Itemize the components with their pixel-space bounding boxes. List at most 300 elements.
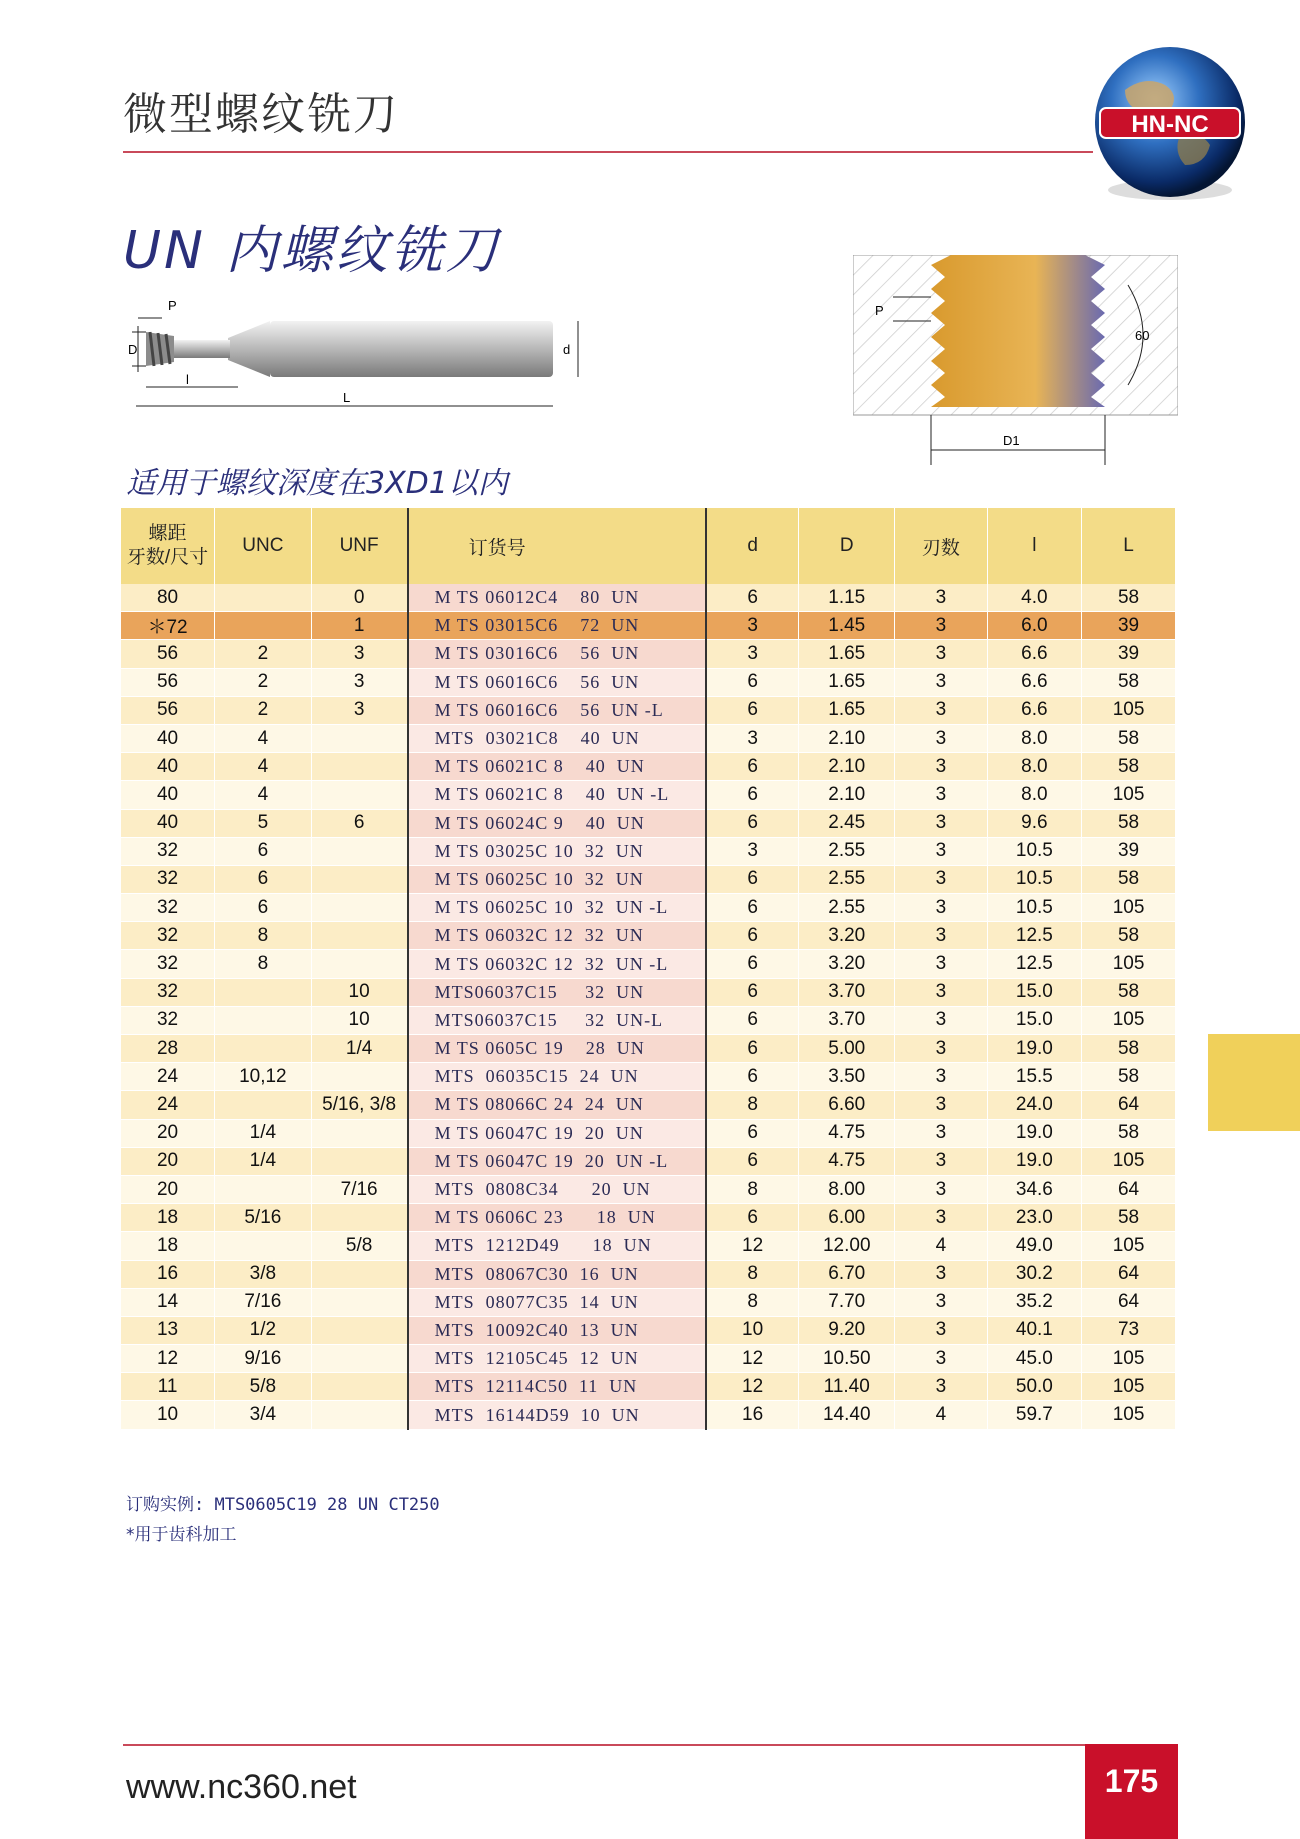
cell-order: MTS 1212D49 18 UN [408, 1232, 706, 1260]
cell-D: 1.65 [799, 668, 895, 696]
thread-angle-label: 60 [1135, 328, 1150, 343]
cell-L: 105 [1082, 1345, 1176, 1373]
table-row [121, 753, 1176, 781]
cell-unc: 8 [215, 922, 312, 950]
table-row [121, 1260, 1176, 1288]
cell-unc [215, 612, 312, 640]
cell-unf [311, 724, 407, 752]
cell-d: 3 [706, 612, 799, 640]
cell-order: MTS 16144D59 10 UN [408, 1401, 706, 1429]
tool-dimension-drawing [128, 296, 693, 421]
cell-unf: 3 [311, 640, 407, 668]
col-flutes: 刃数 [895, 508, 988, 584]
cell-d: 6 [706, 894, 799, 922]
table-row [121, 837, 1176, 865]
cell-flutes: 3 [895, 668, 988, 696]
cell-l: 10.5 [987, 865, 1081, 893]
cell-d: 6 [706, 1006, 799, 1034]
cell-order: M TS 06047C 19 20 UN [408, 1119, 706, 1147]
cell-flutes: 3 [895, 753, 988, 781]
cell-d: 6 [706, 922, 799, 950]
cell-order: M TS 03016C6 56 UN [408, 640, 706, 668]
cell-unf: 3 [311, 668, 407, 696]
cell-unf [311, 1316, 407, 1344]
cell-flutes: 3 [895, 1006, 988, 1034]
cell-D: 2.45 [799, 809, 895, 837]
cell-pitch: 10 [121, 1401, 215, 1429]
cell-unc: 5 [215, 809, 312, 837]
cell-unc: 5/8 [215, 1373, 312, 1401]
cell-unc: 4 [215, 753, 312, 781]
cell-flutes: 3 [895, 640, 988, 668]
table-row [121, 584, 1176, 612]
cell-d: 8 [706, 1175, 799, 1203]
table-row [121, 1288, 1176, 1316]
cell-d: 3 [706, 837, 799, 865]
cell-L: 58 [1082, 668, 1176, 696]
cell-L: 58 [1082, 809, 1176, 837]
cell-order: M TS 03015C6 72 UN [408, 612, 706, 640]
cell-D: 2.55 [799, 837, 895, 865]
cell-l: 10.5 [987, 837, 1081, 865]
cell-unf: 0 [311, 584, 407, 612]
dim-D-label: D [128, 342, 138, 357]
cell-flutes: 3 [895, 837, 988, 865]
thread-P-label: P [875, 303, 884, 318]
cell-flutes: 3 [895, 584, 988, 612]
footer-divider [123, 1744, 1093, 1746]
cell-l: 15.0 [987, 1006, 1081, 1034]
cell-unf [311, 1147, 407, 1175]
cell-unf: 6 [311, 809, 407, 837]
cell-l: 6.6 [987, 696, 1081, 724]
cell-D: 11.40 [799, 1373, 895, 1401]
table-row [121, 696, 1176, 724]
cell-order: MTS 10092C40 13 UN [408, 1316, 706, 1344]
cell-L: 58 [1082, 753, 1176, 781]
table-row [121, 894, 1176, 922]
table-row [121, 1373, 1176, 1401]
cell-l: 23.0 [987, 1204, 1081, 1232]
cell-flutes: 3 [895, 1345, 988, 1373]
cell-d: 6 [706, 1119, 799, 1147]
cell-D: 2.10 [799, 724, 895, 752]
col-l: l [987, 508, 1081, 584]
cell-l: 10.5 [987, 894, 1081, 922]
cell-pitch: 40 [121, 809, 215, 837]
cell-unf [311, 837, 407, 865]
cell-pitch: 56 [121, 668, 215, 696]
cell-unf [311, 1063, 407, 1091]
cell-d: 6 [706, 753, 799, 781]
cell-flutes: 3 [895, 1316, 988, 1344]
cell-D: 3.50 [799, 1063, 895, 1091]
cell-unc: 9/16 [215, 1345, 312, 1373]
cell-pitch: 56 [121, 640, 215, 668]
cell-order: M TS 06012C4 80 UN [408, 584, 706, 612]
footer-website-link[interactable]: www.nc360.net [126, 1768, 357, 1806]
cell-order: M TS 08066C 24 24 UN [408, 1091, 706, 1119]
thread-profile-drawing [853, 255, 1178, 465]
cell-d: 12 [706, 1232, 799, 1260]
cell-order: MTS06037C15 32 UN [408, 978, 706, 1006]
cell-d: 8 [706, 1288, 799, 1316]
cell-order: MTS 03021C8 40 UN [408, 724, 706, 752]
cell-unf: 1/4 [311, 1035, 407, 1063]
cell-l: 15.5 [987, 1063, 1081, 1091]
cell-d: 6 [706, 781, 799, 809]
table-row [121, 1345, 1176, 1373]
cell-order: M TS 06025C 10 32 UN [408, 865, 706, 893]
cell-pitch: 32 [121, 894, 215, 922]
page-category-title: 微型螺纹铣刀 [123, 89, 399, 140]
cell-unf [311, 1288, 407, 1316]
cell-unf [311, 1373, 407, 1401]
cell-l: 8.0 [987, 781, 1081, 809]
col-d: d [706, 508, 799, 584]
cell-unf: 1 [311, 612, 407, 640]
cell-flutes: 4 [895, 1401, 988, 1429]
cell-unc: 2 [215, 668, 312, 696]
cell-D: 6.00 [799, 1204, 895, 1232]
cell-D: 14.40 [799, 1401, 895, 1429]
cell-flutes: 3 [895, 1260, 988, 1288]
table-row [121, 809, 1176, 837]
cell-order: MTS 08067C30 16 UN [408, 1260, 706, 1288]
cell-l: 9.6 [987, 809, 1081, 837]
cell-D: 1.15 [799, 584, 895, 612]
cell-flutes: 3 [895, 724, 988, 752]
col-unf: UNF [311, 508, 407, 584]
thread-D1-label: D1 [1003, 433, 1020, 448]
cell-L: 58 [1082, 1119, 1176, 1147]
cell-unc: 2 [215, 640, 312, 668]
cell-order: M TS 06024C 9 40 UN [408, 809, 706, 837]
cell-flutes: 3 [895, 922, 988, 950]
cell-flutes: 3 [895, 950, 988, 978]
cell-l: 12.5 [987, 950, 1081, 978]
cell-l: 4.0 [987, 584, 1081, 612]
cell-d: 12 [706, 1373, 799, 1401]
table-row [121, 1119, 1176, 1147]
cell-unf [311, 781, 407, 809]
cell-unc [215, 1175, 312, 1203]
cell-unc: 6 [215, 865, 312, 893]
dim-l-label: l [186, 372, 189, 387]
cell-order: MTS 06035C15 24 UN [408, 1063, 706, 1091]
cell-L: 105 [1082, 1373, 1176, 1401]
cell-l: 49.0 [987, 1232, 1081, 1260]
table-row [121, 1091, 1176, 1119]
cell-flutes: 3 [895, 894, 988, 922]
cell-l: 50.0 [987, 1373, 1081, 1401]
cell-l: 30.2 [987, 1260, 1081, 1288]
cell-unc: 1/4 [215, 1147, 312, 1175]
cell-L: 64 [1082, 1288, 1176, 1316]
cell-pitch: 20 [121, 1147, 215, 1175]
cell-unf: 3 [311, 696, 407, 724]
cell-l: 8.0 [987, 724, 1081, 752]
cell-flutes: 3 [895, 781, 988, 809]
cell-pitch: 13 [121, 1316, 215, 1344]
cell-unf: 5/8 [311, 1232, 407, 1260]
cell-flutes: 3 [895, 1288, 988, 1316]
cell-D: 1.65 [799, 640, 895, 668]
cell-D: 10.50 [799, 1345, 895, 1373]
cell-unc [215, 584, 312, 612]
cell-flutes: 3 [895, 978, 988, 1006]
cell-unf [311, 950, 407, 978]
cell-L: 39 [1082, 837, 1176, 865]
hnnc-globe-logo [1085, 40, 1255, 210]
cell-L: 64 [1082, 1260, 1176, 1288]
cell-D: 4.75 [799, 1147, 895, 1175]
cell-unc: 6 [215, 894, 312, 922]
cell-order: MTS 12114C50 11 UN [408, 1373, 706, 1401]
cell-l: 15.0 [987, 978, 1081, 1006]
cell-L: 105 [1082, 950, 1176, 978]
cell-L: 58 [1082, 865, 1176, 893]
cell-pitch: 32 [121, 978, 215, 1006]
cell-D: 3.20 [799, 950, 895, 978]
cell-l: 19.0 [987, 1035, 1081, 1063]
cell-d: 6 [706, 978, 799, 1006]
cell-l: 19.0 [987, 1147, 1081, 1175]
page-number-badge: 175 [1085, 1744, 1178, 1839]
cell-l: 59.7 [987, 1401, 1081, 1429]
cell-L: 58 [1082, 724, 1176, 752]
side-index-tab [1208, 1034, 1300, 1131]
table-row [121, 724, 1176, 752]
cell-order: M TS 06025C 10 32 UN -L [408, 894, 706, 922]
dim-d-label: d [563, 342, 571, 357]
cell-D: 8.00 [799, 1175, 895, 1203]
spec-table [121, 508, 1176, 1430]
cell-flutes: 3 [895, 865, 988, 893]
cell-pitch: 32 [121, 922, 215, 950]
cell-unf [311, 1401, 407, 1429]
cell-unc [215, 978, 312, 1006]
col-unc: UNC [215, 508, 312, 584]
table-row [121, 668, 1176, 696]
cell-L: 58 [1082, 922, 1176, 950]
cell-unf [311, 1345, 407, 1373]
logo-text: HN-NC [1131, 111, 1209, 138]
cell-unc [215, 1035, 312, 1063]
table-row [121, 1401, 1176, 1429]
cell-unf [311, 1204, 407, 1232]
cell-unc: 7/16 [215, 1288, 312, 1316]
dental-use-note: *用于齿科加工 [126, 1525, 237, 1545]
table-row [121, 1035, 1176, 1063]
cell-L: 58 [1082, 1204, 1176, 1232]
table-row [121, 1232, 1176, 1260]
cell-d: 6 [706, 1035, 799, 1063]
table-row [121, 612, 1176, 640]
cell-unf [311, 753, 407, 781]
cell-D: 3.20 [799, 922, 895, 950]
cell-unc: 10,12 [215, 1063, 312, 1091]
table-row [121, 865, 1176, 893]
cell-flutes: 3 [895, 1373, 988, 1401]
cell-unf [311, 922, 407, 950]
dim-L-label: L [343, 390, 351, 405]
cell-d: 6 [706, 1063, 799, 1091]
cell-d: 10 [706, 1316, 799, 1344]
cell-pitch: 24 [121, 1063, 215, 1091]
cell-unc [215, 1006, 312, 1034]
cell-pitch: 32 [121, 1006, 215, 1034]
cell-D: 3.70 [799, 978, 895, 1006]
cell-L: 105 [1082, 1006, 1176, 1034]
cell-d: 6 [706, 809, 799, 837]
cell-order: M TS 06032C 12 32 UN -L [408, 950, 706, 978]
cell-d: 16 [706, 1401, 799, 1429]
cell-unf: 10 [311, 978, 407, 1006]
cell-L: 105 [1082, 1232, 1176, 1260]
cell-d: 12 [706, 1345, 799, 1373]
cell-d: 8 [706, 1091, 799, 1119]
cell-unf: 5/16, 3/8 [311, 1091, 407, 1119]
cell-order: MTS 12105C45 12 UN [408, 1345, 706, 1373]
cell-D: 12.00 [799, 1232, 895, 1260]
cell-order: M TS 06021C 8 40 UN [408, 753, 706, 781]
order-example-note: 订购实例: MTS0605C19 28 UN CT250 [126, 1495, 440, 1515]
cell-L: 58 [1082, 584, 1176, 612]
cell-flutes: 3 [895, 1175, 988, 1203]
cell-flutes: 3 [895, 612, 988, 640]
cell-d: 6 [706, 696, 799, 724]
table-row [121, 1316, 1176, 1344]
cell-L: 105 [1082, 894, 1176, 922]
cell-unc: 3/8 [215, 1260, 312, 1288]
cell-order: M TS 06032C 12 32 UN [408, 922, 706, 950]
cell-flutes: 3 [895, 1063, 988, 1091]
cell-unc: 1/4 [215, 1119, 312, 1147]
cell-unc [215, 1232, 312, 1260]
section-title: UN 内螺纹铣刀 [123, 221, 501, 281]
cell-pitch: 24 [121, 1091, 215, 1119]
cell-unf [311, 894, 407, 922]
cell-flutes: 3 [895, 1035, 988, 1063]
cell-pitch: 28 [121, 1035, 215, 1063]
cell-pitch: 20 [121, 1119, 215, 1147]
cell-d: 6 [706, 668, 799, 696]
cell-pitch: 80 [121, 584, 215, 612]
cell-l: 45.0 [987, 1345, 1081, 1373]
table-row [121, 922, 1176, 950]
cell-pitch: ＊72 [121, 612, 215, 640]
cell-unc: 5/16 [215, 1204, 312, 1232]
table-row [121, 1175, 1176, 1203]
cell-pitch: 40 [121, 724, 215, 752]
cell-D: 6.60 [799, 1091, 895, 1119]
cell-D: 2.10 [799, 753, 895, 781]
table-row [121, 978, 1176, 1006]
cell-flutes: 3 [895, 1147, 988, 1175]
cell-L: 73 [1082, 1316, 1176, 1344]
cell-l: 24.0 [987, 1091, 1081, 1119]
cell-unc: 3/4 [215, 1401, 312, 1429]
cell-L: 64 [1082, 1175, 1176, 1203]
cell-L: 58 [1082, 978, 1176, 1006]
table-row [121, 640, 1176, 668]
cell-order: MTS06037C15 32 UN-L [408, 1006, 706, 1034]
cell-l: 35.2 [987, 1288, 1081, 1316]
cell-L: 105 [1082, 696, 1176, 724]
cell-L: 105 [1082, 1401, 1176, 1429]
cell-D: 3.70 [799, 1006, 895, 1034]
cell-l: 6.0 [987, 612, 1081, 640]
cell-L: 39 [1082, 612, 1176, 640]
table-row [121, 1204, 1176, 1232]
cell-pitch: 20 [121, 1175, 215, 1203]
cell-order: M TS 06021C 8 40 UN -L [408, 781, 706, 809]
cell-l: 40.1 [987, 1316, 1081, 1344]
table-row [121, 781, 1176, 809]
cell-unc: 2 [215, 696, 312, 724]
cell-D: 5.00 [799, 1035, 895, 1063]
cell-l: 8.0 [987, 753, 1081, 781]
cell-d: 3 [706, 640, 799, 668]
cell-flutes: 3 [895, 1119, 988, 1147]
cell-l: 19.0 [987, 1119, 1081, 1147]
cell-pitch: 32 [121, 865, 215, 893]
cell-l: 34.6 [987, 1175, 1081, 1203]
cell-L: 105 [1082, 781, 1176, 809]
cell-D: 6.70 [799, 1260, 895, 1288]
cell-pitch: 32 [121, 837, 215, 865]
cell-order: M TS 06016C6 56 UN [408, 668, 706, 696]
header-divider [123, 151, 1093, 153]
cell-L: 39 [1082, 640, 1176, 668]
cell-L: 64 [1082, 1091, 1176, 1119]
cell-D: 2.55 [799, 894, 895, 922]
cell-L: 105 [1082, 1147, 1176, 1175]
table-row [121, 1147, 1176, 1175]
cell-d: 6 [706, 865, 799, 893]
cell-order: M TS 03025C 10 32 UN [408, 837, 706, 865]
table-row [121, 950, 1176, 978]
cell-order: M TS 0605C 19 28 UN [408, 1035, 706, 1063]
cell-unf: 10 [311, 1006, 407, 1034]
col-D: D [799, 508, 895, 584]
usage-subtitle: 适用于螺纹深度在3XD1以内 [126, 466, 508, 501]
cell-L: 58 [1082, 1035, 1176, 1063]
cell-L: 58 [1082, 1063, 1176, 1091]
cell-unf [311, 1260, 407, 1288]
cell-l: 6.6 [987, 668, 1081, 696]
cell-l: 6.6 [987, 640, 1081, 668]
cell-d: 3 [706, 724, 799, 752]
cell-unc: 4 [215, 781, 312, 809]
cell-d: 6 [706, 1204, 799, 1232]
cell-order: MTS 08077C35 14 UN [408, 1288, 706, 1316]
cell-D: 9.20 [799, 1316, 895, 1344]
cell-pitch: 14 [121, 1288, 215, 1316]
cell-order: M TS 0606C 23 18 UN [408, 1204, 706, 1232]
col-L: L [1082, 508, 1176, 584]
dim-P-label: P [168, 298, 177, 313]
cell-d: 8 [706, 1260, 799, 1288]
cell-pitch: 18 [121, 1204, 215, 1232]
cell-unc: 6 [215, 837, 312, 865]
cell-unc: 8 [215, 950, 312, 978]
cell-unf: 7/16 [311, 1175, 407, 1203]
cell-flutes: 3 [895, 809, 988, 837]
cell-pitch: 40 [121, 753, 215, 781]
cell-flutes: 3 [895, 1204, 988, 1232]
